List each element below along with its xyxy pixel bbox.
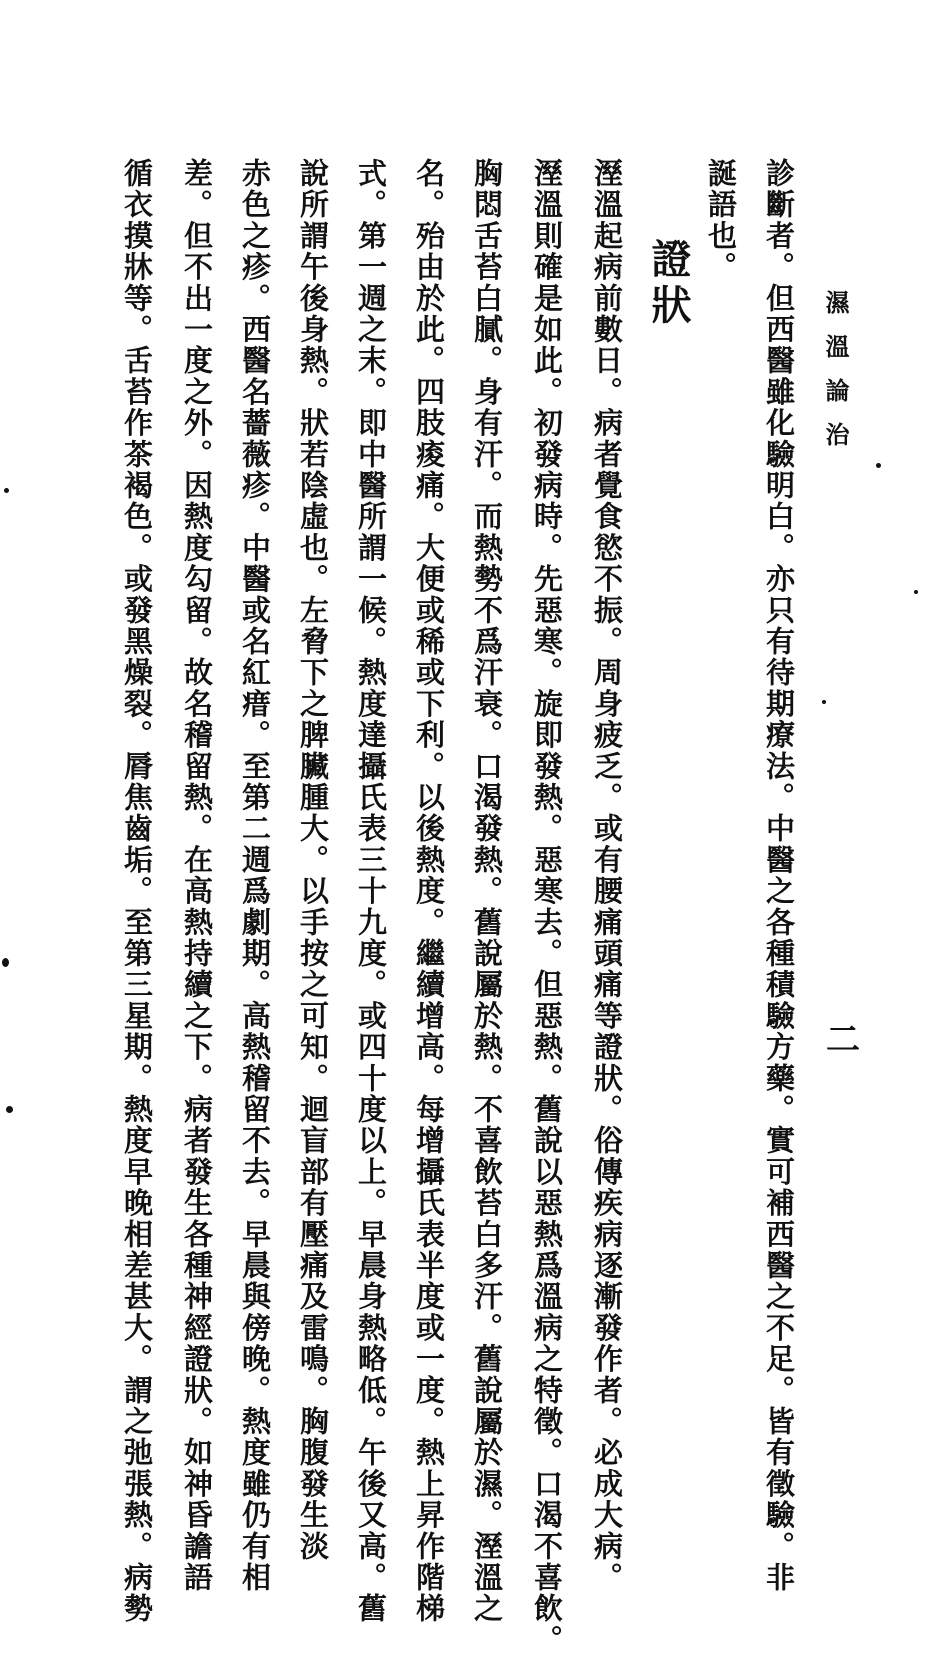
text-column-6: 名。殆由於此。四肢痠痛。大便或稀或下利。以後熱度。繼續增高。每增攝氏表半度或一度。熱上昇作階梯 [412, 158, 446, 1625]
scan-speck [4, 488, 9, 493]
text-column-9: 赤色之疹。西醫名薔薇疹。中醫或名紅瘄。至第二週爲劇期。高熱稽留不去。早晨與傍晚。熱度雖仍有相 [238, 158, 272, 1594]
running-title: 濕溫論治 [821, 290, 850, 466]
text-column-3: 溼溫起病前數日。病者覺食慾不振。周身疲乏。或有腰痛頭痛等證狀。俗傳疾病逐漸發作者。必成大病。 [590, 158, 624, 1594]
text-column-5: 胸悶舌苔白膩。身有汗。而熱勢不爲汗衰。口渴發熱。舊說屬於熱。不喜飲苔白多汗。舊說屬於濕。溼溫之 [470, 158, 504, 1625]
scan-speck [6, 1106, 13, 1113]
scan-speck [914, 590, 918, 594]
text-column-1: 診斷者。但西醫雖化驗明白。亦只有待期療法。中醫之各種積驗方藥。實可補西醫之不足。皆有徵驗。非 [762, 158, 796, 1594]
text-column-7: 式。第一週之末。即中醫所謂一候。熱度達攝氏表三十九度。或四十度以上。早晨身熱略低。午後又高。舊 [354, 158, 388, 1625]
text-column-8: 說所謂午後身熱。狀若陰虛也。左脅下之脾臟腫大。以手按之可知。迴盲部有壓痛及雷鳴。胸腹發生淡 [296, 158, 330, 1562]
text-column-4: 溼溫則確是如此。初發病時。先惡寒。旋即發熱。惡寒去。但惡熱。舊說以惡熱爲溫病之特徵。口渴不喜飲。 [530, 158, 564, 1656]
text-column-2: 誕語也。 [704, 158, 738, 283]
text-column-10: 差。但不出一度之外。因熱度勾留。故名稽留熱。在高熱持續之下。病者發生各種神經證狀。如神昏譫語 [180, 158, 214, 1594]
page-number: 二 [826, 1020, 860, 1060]
scan-speck [2, 958, 9, 967]
scan-speck [876, 463, 881, 468]
section-heading: 證狀 [645, 238, 692, 330]
scan-speck [822, 700, 826, 704]
text-column-11: 循衣摸牀等。舌苔作茶褐色。或發黑燥裂。脣焦齒垢。至第三星期。熱度早晚相差甚大。謂之弛張熱。病勢 [120, 158, 154, 1625]
